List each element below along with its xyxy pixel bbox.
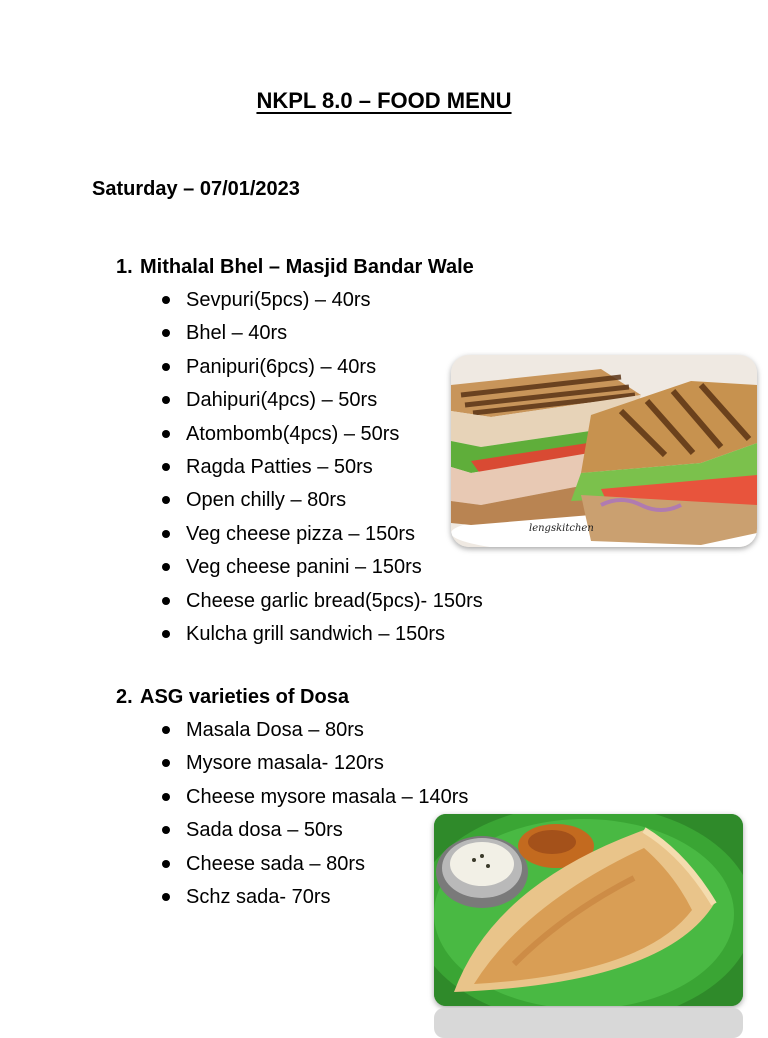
menu-item-list xyxy=(116,715,468,915)
menu-item-text: Sevpuri(5pcs) – 40rs xyxy=(186,289,371,311)
section-name: ASG varieties of Dosa xyxy=(140,686,349,708)
menu-item xyxy=(160,452,483,485)
section-mithalal-bhel xyxy=(116,252,483,652)
menu-item-text: Dahipuri(4pcs) – 50rs xyxy=(186,389,378,412)
section-heading xyxy=(116,682,468,715)
section-number: 2. xyxy=(116,686,133,708)
bullet-icon xyxy=(162,597,170,605)
dosa-illustration xyxy=(434,814,743,1006)
menu-item-text: Kulcha grill sandwich – 150rs xyxy=(186,622,446,645)
menu-item xyxy=(160,882,468,915)
menu-item-text: Ragda Patties – 50rs xyxy=(186,455,373,478)
menu-item xyxy=(160,782,468,815)
menu-item-text: Masala Dosa – 80rs xyxy=(186,719,364,741)
menu-item-text: Panipuri(6pcs) – 40rs xyxy=(186,355,377,378)
bullet-icon xyxy=(162,363,170,371)
bullet-icon xyxy=(162,826,170,834)
bullet-icon xyxy=(162,860,170,868)
sandwich-illustration xyxy=(451,355,757,547)
menu-item-text: Open chilly – 80rs xyxy=(186,489,347,512)
menu-item-text: Bhel – 40rs xyxy=(186,322,288,345)
menu-item-list xyxy=(116,285,483,652)
menu-item-text: Veg cheese pizza – 150rs xyxy=(186,522,416,545)
bullet-icon xyxy=(162,296,170,304)
menu-item xyxy=(160,715,468,748)
bullet-icon xyxy=(162,793,170,801)
menu-item xyxy=(160,586,483,619)
menu-item xyxy=(160,285,483,318)
menu-date: Saturday – 07/01/2023 xyxy=(92,178,300,200)
bullet-icon xyxy=(162,563,170,571)
section-number: 1. xyxy=(116,256,133,278)
section-heading xyxy=(116,252,483,285)
menu-item-text: Cheese garlic bread(5pcs)- 150rs xyxy=(186,589,483,612)
bullet-icon xyxy=(162,893,170,901)
menu-item-text: Cheese sada – 80rs xyxy=(186,852,366,875)
bullet-icon xyxy=(162,463,170,471)
menu-item xyxy=(160,552,483,585)
bullet-icon xyxy=(162,759,170,767)
menu-item-text: Atombomb(4pcs) – 50rs xyxy=(186,422,400,445)
bullet-icon xyxy=(162,496,170,504)
menu-item-text: Schz sada- 70rs xyxy=(186,885,331,908)
page-title: NKPL 8.0 – FOOD MENU xyxy=(256,88,512,113)
section-name: Mithalal Bhel – Masjid Bandar Wale xyxy=(140,256,474,278)
bullet-icon xyxy=(162,630,170,638)
dosa-photo xyxy=(434,814,743,1006)
bullet-icon xyxy=(162,530,170,538)
menu-item xyxy=(160,318,483,351)
photo-edge xyxy=(434,1008,743,1038)
bullet-icon xyxy=(162,430,170,438)
menu-item xyxy=(160,519,483,552)
section-asg-dosa xyxy=(116,682,468,915)
bullet-icon xyxy=(162,396,170,404)
menu-item-text: Mysore masala- 120rs xyxy=(186,752,384,775)
menu-item xyxy=(160,419,483,452)
menu-item xyxy=(160,485,483,518)
menu-item-text: Sada dosa – 50rs xyxy=(186,819,343,842)
photo-watermark: lengskitchen xyxy=(529,523,594,534)
bullet-icon xyxy=(162,329,170,337)
menu-item xyxy=(160,849,468,882)
menu-item xyxy=(160,815,468,848)
menu-item xyxy=(160,748,468,781)
menu-item xyxy=(160,619,483,652)
bullet-icon xyxy=(162,726,170,734)
sandwich-photo xyxy=(451,355,757,547)
menu-item xyxy=(160,352,483,385)
menu-item-text: Veg cheese panini – 150rs xyxy=(186,556,422,579)
menu-item xyxy=(160,385,483,418)
menu-item-text: Cheese mysore masala – 140rs xyxy=(186,785,469,808)
